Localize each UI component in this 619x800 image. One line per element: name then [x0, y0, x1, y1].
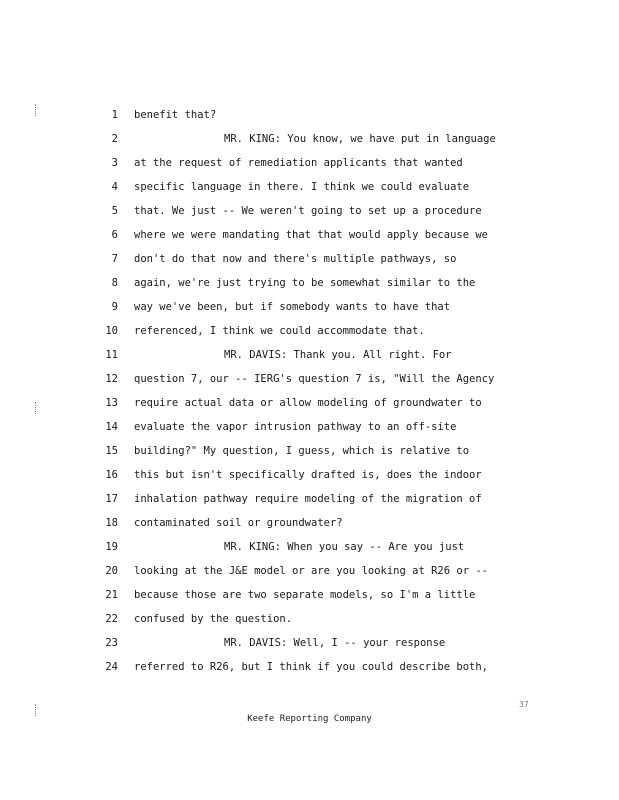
line-number: 3 [111, 157, 118, 169]
transcript-line-13 [0, 391, 619, 415]
transcript-line-4 [0, 175, 619, 199]
line-number: 11 [105, 349, 118, 361]
line-number: 15 [105, 445, 118, 457]
transcript-line-20 [0, 559, 619, 583]
line-text: because those are two separate models, so I'm a little [134, 589, 476, 601]
transcript-line-8 [0, 271, 619, 295]
line-text: don't do that now and there's multiple pathways, so [134, 253, 457, 265]
line-number: 2 [111, 133, 118, 145]
transcript-line-1 [0, 103, 619, 127]
transcript-line-11 [0, 343, 619, 367]
transcript-line-5 [0, 199, 619, 223]
line-text: referred to R26, but I think if you could describe both, [134, 661, 489, 673]
line-text: MR. DAVIS: Well, I -- your response [224, 637, 446, 649]
line-number: 9 [111, 301, 118, 313]
transcript-line-22 [0, 607, 619, 631]
line-text: again, we're just trying to be somewhat similar to the [134, 277, 476, 289]
transcript-line-23 [0, 631, 619, 655]
transcript-line-7 [0, 247, 619, 271]
line-number: 10 [105, 325, 118, 337]
transcript-line-19 [0, 535, 619, 559]
line-number: 23 [105, 637, 118, 649]
line-text: question 7, our -- IERG's question 7 is, "Will the Agency [134, 373, 495, 385]
transcript-line-6 [0, 223, 619, 247]
line-text: evaluate the vapor intrusion pathway to an off-site [134, 421, 457, 433]
line-number: 19 [105, 541, 118, 553]
transcript-line-21 [0, 583, 619, 607]
line-text: confused by the question. [134, 613, 293, 625]
line-text: building?" My question, I guess, which is relative to [134, 445, 470, 457]
line-number: 24 [105, 661, 118, 673]
line-text: that. We just -- We weren't going to set up a procedure [134, 205, 482, 217]
transcript-line-16 [0, 463, 619, 487]
line-number: 5 [111, 205, 118, 217]
transcript-line-14 [0, 415, 619, 439]
line-number: 17 [105, 493, 118, 505]
footer-reporter-name: Keefe Reporting Company [247, 714, 372, 724]
line-text: MR. KING: When you say -- Are you just [224, 541, 465, 553]
line-text: referenced, I think we could accommodate that. [134, 325, 425, 337]
transcript-line-17 [0, 487, 619, 511]
line-number: 8 [111, 277, 118, 289]
line-text: MR. DAVIS: Thank you. All right. For [224, 349, 452, 361]
line-text: require actual data or allow modeling of groundwater to [134, 397, 482, 409]
transcript-line-12 [0, 367, 619, 391]
line-number: 21 [105, 589, 118, 601]
line-text: where we were mandating that that would apply because we [134, 229, 489, 241]
line-text: MR. KING: You know, we have put in language [224, 133, 496, 145]
line-number: 14 [105, 421, 118, 433]
page-number: 37 [519, 700, 529, 709]
line-text: inhalation pathway require modeling of the migration of [134, 493, 482, 505]
line-number: 12 [105, 373, 118, 385]
line-number: 20 [105, 565, 118, 577]
line-number: 6 [111, 229, 118, 241]
line-text: looking at the J&E model or are you looking at R26 or -- [134, 565, 489, 577]
transcript-line-15 [0, 439, 619, 463]
line-text: at the request of remediation applicants that wanted [134, 157, 463, 169]
transcript-line-2 [0, 127, 619, 151]
line-text: way we've been, but if somebody wants to have that [134, 301, 451, 313]
line-text: benefit that? [134, 109, 217, 121]
line-number: 1 [111, 109, 118, 121]
line-number: 16 [105, 469, 118, 481]
transcript-line-3 [0, 151, 619, 175]
line-number: 18 [105, 517, 118, 529]
line-number: 22 [105, 613, 118, 625]
line-number: 7 [111, 253, 118, 265]
line-number: 13 [105, 397, 118, 409]
line-number: 4 [111, 181, 118, 193]
line-text: specific language in there. I think we could evaluate [134, 181, 470, 193]
transcript-line-24 [0, 655, 619, 679]
line-text: contaminated soil or groundwater? [134, 517, 343, 529]
transcript-line-18 [0, 511, 619, 535]
transcript-line-10 [0, 319, 619, 343]
transcript-line-9 [0, 295, 619, 319]
line-text: this but isn't specifically drafted is, does the indoor [134, 469, 482, 481]
